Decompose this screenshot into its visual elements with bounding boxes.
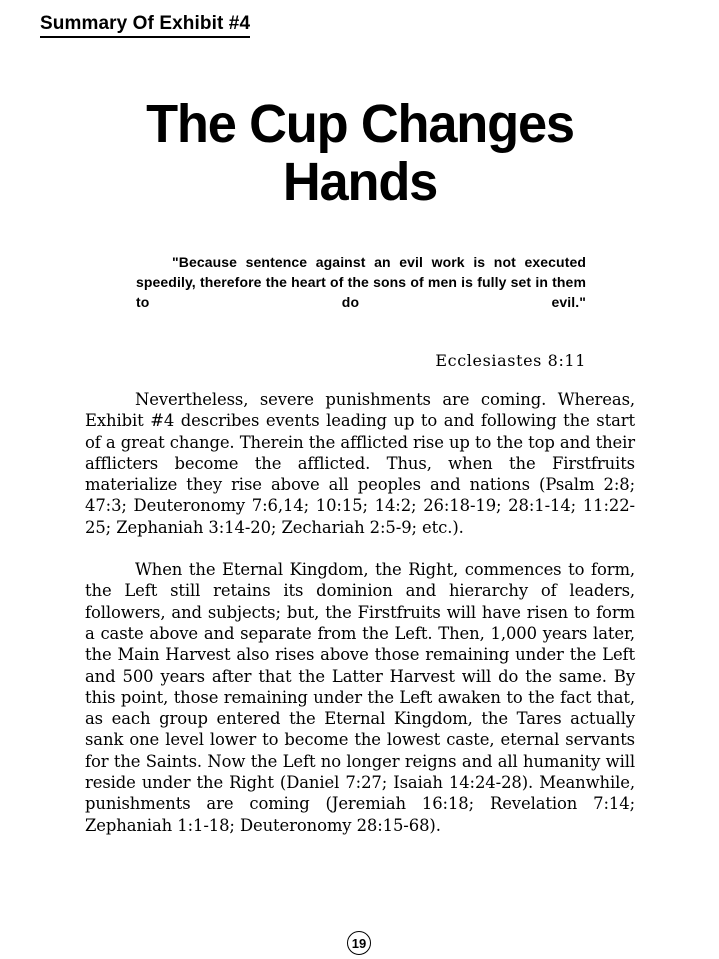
body-paragraph: Nevertheless, severe punishments are coming. Whereas, Exhibit #4 describes events leading up to and following the start of a great change. Therein the afflicted rise up to the top and their afflicters become the afflicted. Thus, when the Firstfruits materialize they rise above all peoples and nations (Psalm 2:8; 47:3; Deuteronomy 7:6,14; 10:15; 14:2; 26:18-19; 28:1-14; 11:22-25; Zephaniah 3:14-20; Zechariah 2:5-9; etc.). (85, 390, 635, 537)
page-title-line-2: Hands (282, 152, 438, 212)
page-number-badge: 19 (347, 931, 371, 955)
scripture-quote-citation: Ecclesiastes 8:11 (435, 351, 586, 370)
page-title (98, 95, 622, 211)
page-header-title: Summary Of Exhibit #4 (40, 13, 250, 38)
scripture-quote-text: "Because sentence against an evil work is not executed speedily, therefore the heart of the sons of men is fully set in them to do evil." (136, 254, 586, 310)
body-copy (85, 389, 635, 836)
page-title-line-1: The Cup Changes (146, 94, 574, 154)
body-paragraph: When the Eternal Kingdom, the Right, commences to form, the Left still retains its dominion and hierarchy of leaders, followers, and subjects; but, the Firstfruits will have risen to form a caste above and separate from the Left. Then, 1,000 years later, the Main Harvest also rises above those remaining under the Left and 500 years after that the Latter Harvest will do the same. By this point, those remaining under the Left awaken to the fact that, as each group entered the Eternal Kingdom, the Tares actually sank one level lower to become the lowest caste, eternal servants for the Saints. Now the Left no longer reigns and all humanity will reside under the Right (Daniel 7:27; Isaiah 14:24-28). Meanwhile, punishments are coming (Jeremiah 16:18; Revelation 7:14; Zephaniah 1:1-18; Deuteronomy 28:15-68). (85, 560, 635, 835)
scripture-quote-block (136, 252, 586, 371)
